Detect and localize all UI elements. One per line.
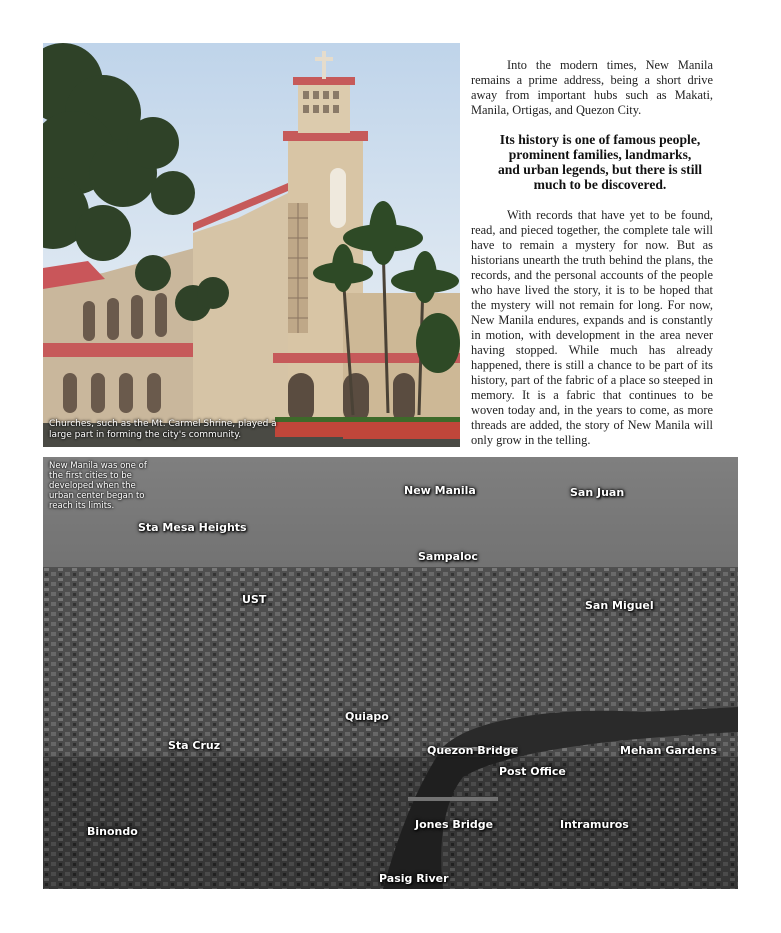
label-pasig-river: Pasig River [379, 872, 449, 885]
label-san-juan: San Juan [570, 486, 625, 499]
label-binondo: Binondo [87, 825, 138, 838]
church-illustration [43, 43, 460, 447]
article-paragraph-intro: Into the modern times, New Manila remains a prime address, being a short drive away from important hubs such as Makati, Manila, Ortigas, and Quezon City. [471, 58, 713, 117]
church-photo [43, 43, 460, 447]
pull-quote: Its history is one of famous people, prominent families, landmarks, and urban legends, but there is still much to be discovered. [497, 132, 703, 192]
label-quiapo: Quiapo [345, 710, 389, 723]
label-mehan-gardens: Mehan Gardens [620, 744, 717, 757]
church-photo-caption: Churches, such as the Mt. Carmel Shrine, played a large part in forming the city's community. [49, 419, 277, 440]
label-sta-mesa-heights: Sta Mesa Heights [138, 521, 247, 534]
aerial-photo [43, 457, 738, 889]
label-sampaloc: Sampaloc [418, 550, 478, 563]
article-paragraph-main: With records that have yet to be found, read, and pieced together, the complete tale will have to remain a mystery for now. But as historians unearth the truth behind the plans, the records, and the personal accounts of the people who have lived the story, it is to be hoped that the mystery will not remain for long. For now, New Manila endures, expands and is constantly in motion, with development in the area never having stopped. While much has already happened, there is still a chance to be part of its history, part of the fabric of a place so steeped in memory. It is a fabric that continues to be woven today and, in the years to come, as more threads are added, the story of New Manila will only grow in the telling. [471, 208, 713, 447]
aerial-photo-caption: New Manila was one of the first cities to be developed when the urban center began to reach its limits. [49, 461, 147, 511]
label-post-office: Post Office [499, 765, 566, 778]
label-san-miguel: San Miguel [585, 599, 654, 612]
label-ust: UST [242, 593, 267, 606]
label-jones-bridge: Jones Bridge [415, 818, 494, 831]
label-intramuros: Intramuros [560, 818, 629, 831]
label-new-manila: New Manila [404, 484, 476, 497]
article-text [471, 58, 713, 462]
label-sta-cruz: Sta Cruz [168, 739, 221, 752]
label-quezon-bridge: Quezon Bridge [427, 744, 519, 757]
